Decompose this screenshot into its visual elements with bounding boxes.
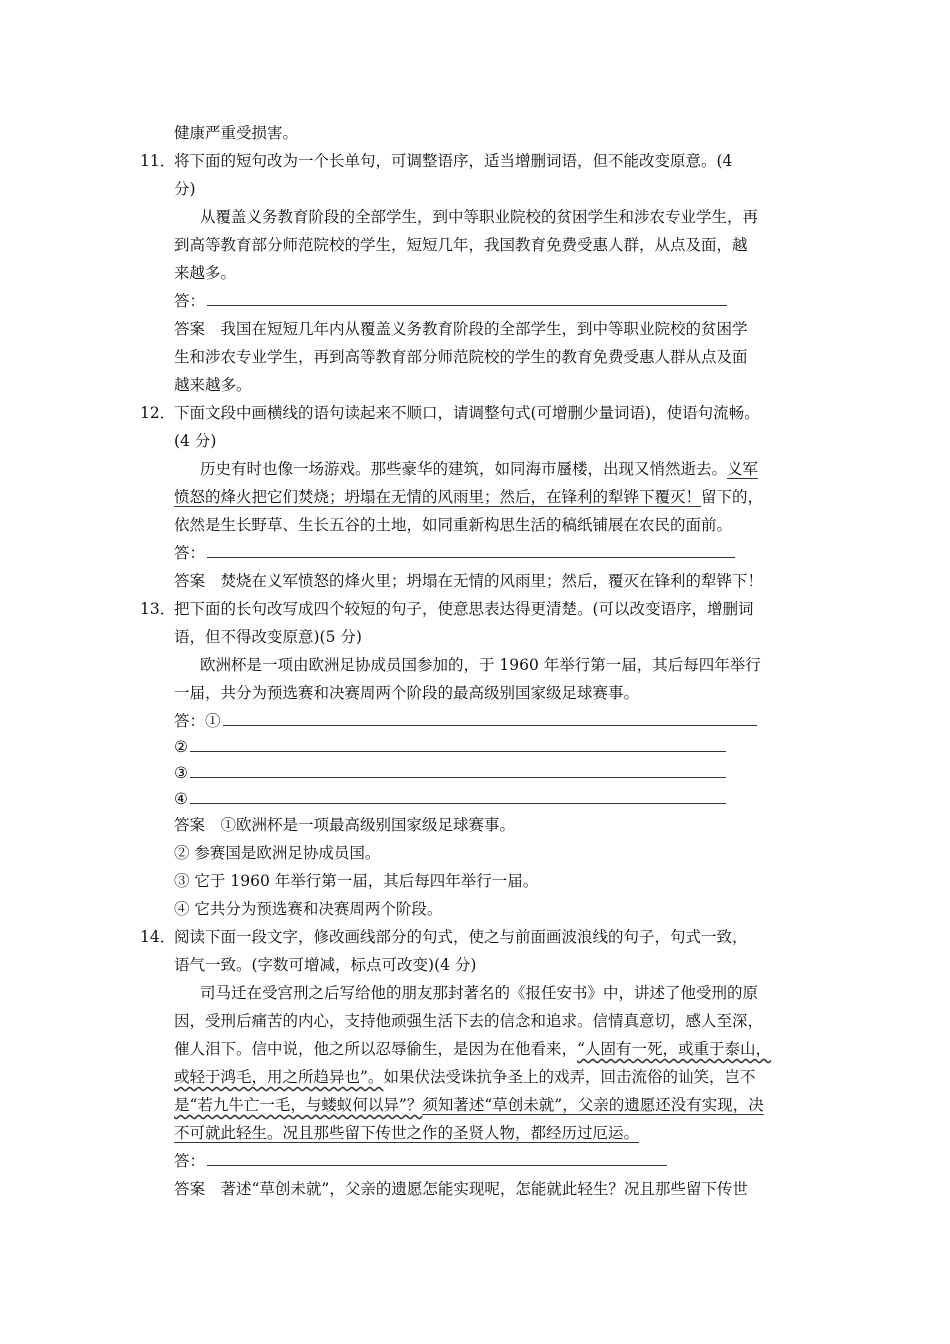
question-14-number: 14． — [140, 928, 176, 946]
blank-marker: ③ — [174, 764, 188, 782]
question-12-answer-field[interactable] — [174, 540, 735, 566]
question-11-key-line: 答案 我国在短短几年内从覆盖义务教育阶段的全部学生，到中等职业院校的贫困学 — [174, 320, 748, 338]
question-12-prompt-cont: (4 分) — [174, 432, 217, 450]
question-12-key: 答案 焚烧在义军愤怒的烽火里；坍塌在无情的风雨里；然后，覆灭在锋利的犁铧下！ — [174, 572, 764, 590]
question-13-answer-field-1[interactable] — [174, 708, 757, 734]
question-13-answer-field-3[interactable] — [174, 760, 726, 786]
question-14-key: 答案 著述“草创未就”，父亲的遗愿怎能实现呢，怎能就此轻生？况且那些留下传世 — [174, 1180, 748, 1198]
answer-blank-line[interactable] — [223, 725, 757, 726]
question-13-passage-line: 一届，共分为预选赛和决赛周两个阶段的最高级别国家级足球赛事。 — [174, 684, 640, 702]
question-12-passage-line — [174, 484, 763, 510]
answer-blank-line[interactable] — [190, 777, 726, 778]
underlined-text: 须知著述“草创未就”，父亲的遗愿还没有实现，决 — [422, 1096, 764, 1114]
question-14-answer-field[interactable] — [174, 1148, 667, 1174]
question-13-prompt: 把下面的长句改写成四个较短的句子，使意思表达得更清楚。(可以改变语序，增删词 — [174, 600, 754, 618]
question-14-passage-line: 司马迁在受宫刑之后写给他的朋友那封著名的《报任安书》中，讲述了他受刑的原 — [200, 984, 759, 1002]
answer-label: 答： — [174, 292, 206, 310]
question-13-answer-field-2[interactable] — [174, 734, 726, 760]
blank-marker: ④ — [174, 790, 188, 808]
blank-marker: ② — [174, 738, 188, 756]
question-11-passage-line: 从覆盖义务教育阶段的全部学生，到中等职业院校的贫困学生和涉农专业学生，再 — [200, 208, 759, 226]
question-13-passage-line: 欧洲杯是一项由欧洲足协成员国参加的，于 1960 年举行第一届，其后每四年举行 — [200, 656, 761, 674]
question-11-number: 11． — [140, 152, 176, 170]
question-14-prompt-cont: 语气一致。(字数可增减，标点可改变)(4 分) — [174, 956, 477, 974]
question-13-answer-field-4[interactable] — [174, 786, 726, 812]
question-12-prompt: 下面文段中画横线的语句读起来不顺口，请调整句式(可增删少量词语)，使语句流畅。 — [174, 404, 760, 422]
question-11-prompt-cont: 分) — [174, 180, 196, 198]
answer-blank-line[interactable] — [207, 1165, 667, 1166]
question-11-key-line: 生和涉农专业学生，再到高等教育部分师范院校的学生的教育免费受惠人群从点及面 — [174, 348, 748, 366]
answer-label: 答： — [174, 544, 206, 562]
question-14-passage-line — [174, 1036, 771, 1062]
underlined-text: 不可就此轻生。况且那些留下传世之作的圣贤人物，都经历过厄运。 — [174, 1124, 640, 1142]
answer-blank-line[interactable] — [207, 557, 735, 558]
question-11-prompt: 将下面的短句改为一个长单句，可调整语序，适当增删词语，但不能改变原意。(4 — [174, 152, 733, 170]
question-14-passage-line — [174, 1064, 755, 1090]
question-13-key-line: 答案 ①欧洲杯是一项最高级别国家级足球赛事。 — [174, 816, 516, 834]
underlined-text: 义军 — [727, 460, 759, 478]
answer-label: 答：① — [174, 712, 221, 730]
question-13-key-line: ③ 它于 1960 年举行第一届，其后每四年举行一届。 — [174, 872, 539, 890]
wavy-underlined-text: 是“若九牛亡一毛，与蝼蚁何以异”？ — [174, 1096, 423, 1114]
answer-blank-line[interactable] — [207, 305, 727, 306]
question-13-number: 13． — [140, 600, 176, 618]
question-12-passage-line: 依然是生长野草、生长五谷的土地，如同重新构思生活的稿纸铺展在农民的面前。 — [174, 516, 733, 534]
question-11-passage-line: 到高等教育部分师范院校的学生，短短几年，我国教育免费受惠人群，从点及面，越 — [174, 236, 748, 254]
underlined-text: 愤怒的烽火把它们焚烧；坍塌在无情的风雨里；然后，在锋利的犁铧下覆灭！ — [174, 488, 702, 506]
question-11-passage-line: 来越多。 — [174, 264, 237, 282]
question-11-answer-field[interactable] — [174, 288, 727, 314]
question-14-passage-line: 因，受刑后痛苦的内心，支持他顽强生活下去的信念和追求。信情真意切，感人至深， — [174, 1012, 764, 1030]
answer-label: 答： — [174, 1152, 206, 1170]
question-13-prompt-cont: 语，但不得改变原意)(5 分) — [174, 628, 362, 646]
question-14-passage-line — [174, 1120, 639, 1146]
question-12-passage-line — [200, 456, 758, 482]
plain-text: 历史有时也像一场游戏。那些豪华的建筑，如同海市蜃楼，出现又悄然逝去。 — [200, 460, 728, 478]
plain-text: 留下的， — [701, 488, 764, 506]
question-14-passage-line — [174, 1092, 764, 1118]
continuation-text: 健康严重受损害。 — [174, 124, 299, 142]
question-11-key-line: 越来越多。 — [174, 376, 252, 394]
question-13-key-line: ② 参赛国是欧洲足协成员国。 — [174, 844, 381, 862]
answer-blank-line[interactable] — [190, 751, 726, 752]
wavy-underlined-text: 或轻于鸿毛，用之所趋异也”。 — [174, 1068, 384, 1086]
answer-blank-line[interactable] — [190, 803, 726, 804]
wavy-underlined-text: “人固有一死，或重于泰山， — [577, 1040, 771, 1058]
plain-text: 如果伏法受诛抗争圣上的戏弄，回击流俗的讪笑，岂不 — [383, 1068, 756, 1086]
question-13-key-line: ④ 它共分为预选赛和决赛周两个阶段。 — [174, 900, 443, 918]
question-14-prompt: 阅读下面一段文字，修改画线部分的句式，使之与前面画波浪线的句子，句式一致， — [174, 928, 748, 946]
question-12-number: 12． — [140, 404, 176, 422]
plain-text: 催人泪下。信中说，他之所以忍辱偷生，是因为在他看来， — [174, 1040, 578, 1058]
